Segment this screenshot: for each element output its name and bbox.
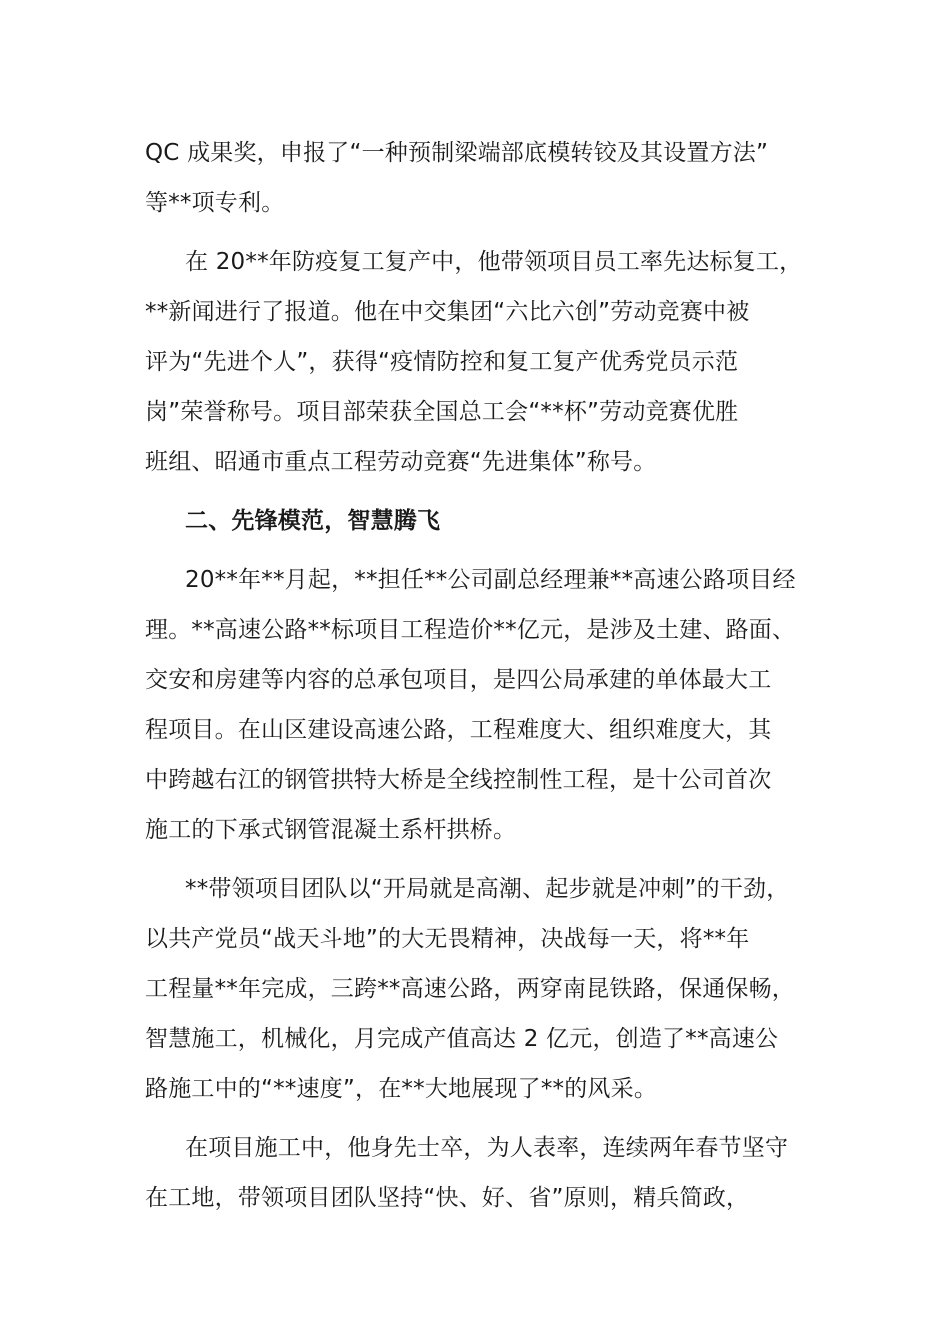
paragraph-team-leadership — [145, 864, 815, 1114]
document-page — [145, 128, 815, 1223]
text-line: 交安和房建等内容的总承包项目，是四公局承建的单体最大工 — [145, 667, 772, 693]
section-heading — [145, 496, 815, 546]
text-line: 路施工中的“**速度”，在**大地展现了**的风采。 — [145, 1076, 658, 1102]
text-line: 智慧施工，机械化，月完成产值高达 2 亿元，创造了**高速公 — [145, 1026, 779, 1052]
text-line: 程项目。在山区建设高速公路，工程难度大、组织难度大，其 — [145, 717, 772, 743]
text-line: 在 20**年防疫复工复产中，他带领项目员工率先达标复工， — [185, 249, 803, 275]
paragraph-leading-by-example — [145, 1123, 815, 1223]
text-line: 班组、昭通市重点工程劳动竞赛“先进集体”称号。 — [145, 449, 657, 475]
heading-text: 二、先锋模范，智慧腾飞 — [185, 508, 441, 534]
text-line: 在工地，带领项目团队坚持“快、好、省”原则，精兵简政， — [145, 1185, 750, 1211]
text-line: 在项目施工中，他身先士卒，为人表率，连续两年春节坚守 — [185, 1135, 789, 1161]
text-line: 评为“先进个人”，获得“疫情防控和复工复产优秀党员示范 — [145, 349, 739, 375]
text-line: 岗”荣誉称号。项目部荣获全国总工会“**杯”劳动竞赛优胜 — [145, 399, 739, 425]
text-line: 等**项专利。 — [145, 190, 285, 216]
text-line: 中跨越右江的钢管拱特大桥是全线控制性工程，是十公司首次 — [145, 767, 772, 793]
text-line: 工程量**年完成，三跨**高速公路，两穿南昆铁路，保通保畅， — [145, 976, 795, 1002]
paragraph-project-overview — [145, 555, 815, 855]
text-line: **新闻进行了报道。他在中交集团“六比六创”劳动竞赛中被 — [145, 299, 750, 325]
paragraph-continuation — [145, 128, 815, 228]
text-line: 理。**高速公路**标项目工程造价**亿元，是涉及土建、路面、 — [145, 617, 796, 643]
paragraph-epidemic-recovery — [145, 237, 815, 487]
text-line: 以共产党员“战天斗地”的大无畏精神，决战每一天，将**年 — [145, 926, 750, 952]
text-line: **带领项目团队以“开局就是高潮、起步就是冲刺”的干劲， — [185, 876, 790, 902]
text-line: 20**年**月起，**担任**公司副总经理兼**高速公路项目经 — [185, 567, 796, 593]
text-line: QC 成果奖，申报了“一种预制梁端部底模转铰及其设置方法” — [145, 140, 769, 166]
text-line: 施工的下承式钢管混凝土系杆拱桥。 — [145, 817, 517, 843]
